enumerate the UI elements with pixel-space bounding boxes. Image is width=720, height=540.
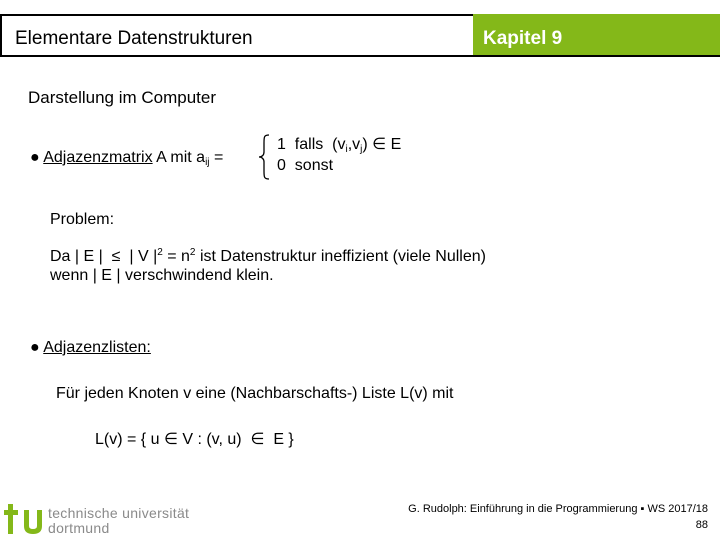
case-one-falls: falls <box>294 136 324 153</box>
adjacency-lists-formula <box>95 430 294 450</box>
case-one-sub-j: j <box>360 144 363 155</box>
case-one-set: E <box>390 136 402 153</box>
problem-label: Problem: <box>50 211 115 228</box>
adjacency-lists-line <box>30 338 151 358</box>
problem-part-a: Da | E | <box>50 248 103 265</box>
matrix-case-two <box>277 156 333 176</box>
problem-line-two: wenn | E | verschwindend klein. <box>50 267 274 284</box>
university-logo <box>0 496 200 540</box>
case-two-value: 0 <box>277 157 286 174</box>
matrix-subscript: ij <box>205 157 210 168</box>
problem-line-one <box>50 247 486 267</box>
case-one-open: (v <box>332 136 346 153</box>
bullet-icon: ● <box>30 339 40 356</box>
problem-part-d: ist Datenstruktur ineffizient (viele Nullen) <box>199 248 486 265</box>
slide-title: Elementare Datenstrukturen <box>15 28 253 49</box>
case-one-sub-i: i <box>345 144 348 155</box>
chapter-badge <box>473 14 720 57</box>
matrix-equals: = <box>213 149 224 166</box>
chapter-label: Kapitel 9 <box>483 28 563 49</box>
matrix-text: A mit a <box>156 149 206 166</box>
adjacency-matrix-line <box>30 148 223 168</box>
problem-part-c: = n <box>167 248 190 265</box>
case-one-close: ) <box>362 136 368 153</box>
section-heading: Darstellung im Computer <box>28 88 217 107</box>
problem-part-b: | V | <box>129 248 158 265</box>
formula-part-c: E } <box>273 431 294 448</box>
adjacency-lists-description: Für jeden Knoten v eine (Nachbarschafts-) Liste L(v) mit <box>56 385 454 402</box>
formula-part-a: L(v) = { u <box>95 431 160 448</box>
problem-sup-one: 2 <box>157 247 163 258</box>
element-of-icon: ∈ <box>372 136 387 153</box>
element-of-icon: ∈ <box>163 431 178 448</box>
case-two-condition: sonst <box>294 157 334 174</box>
problem-sup-two: 2 <box>189 247 196 258</box>
element-of-icon: ∈ <box>250 431 265 448</box>
matrix-case-one <box>277 135 401 155</box>
adjacency-lists-term: Adjazenzlisten: <box>43 339 151 356</box>
formula-part-b: V : (v, u) <box>182 431 242 448</box>
case-one-comma: ,v <box>347 136 361 153</box>
university-name-line-two: dortmund <box>48 520 110 536</box>
curly-brace-icon <box>256 133 272 181</box>
page-number: 88 <box>695 519 708 531</box>
adjacency-matrix-term: Adjazenzmatrix <box>43 149 153 166</box>
footer-credit: G. Rudolph: Einführung in die Programmierung ▪ WS 2017/18 <box>408 503 708 515</box>
less-equal-icon: ≤ <box>111 248 121 265</box>
bullet-icon: ● <box>30 149 40 166</box>
footer-credit-block <box>408 501 708 533</box>
case-one-value: 1 <box>277 136 286 153</box>
university-name-line-one: technische universität <box>48 505 190 521</box>
tu-logo-icon <box>2 504 46 536</box>
